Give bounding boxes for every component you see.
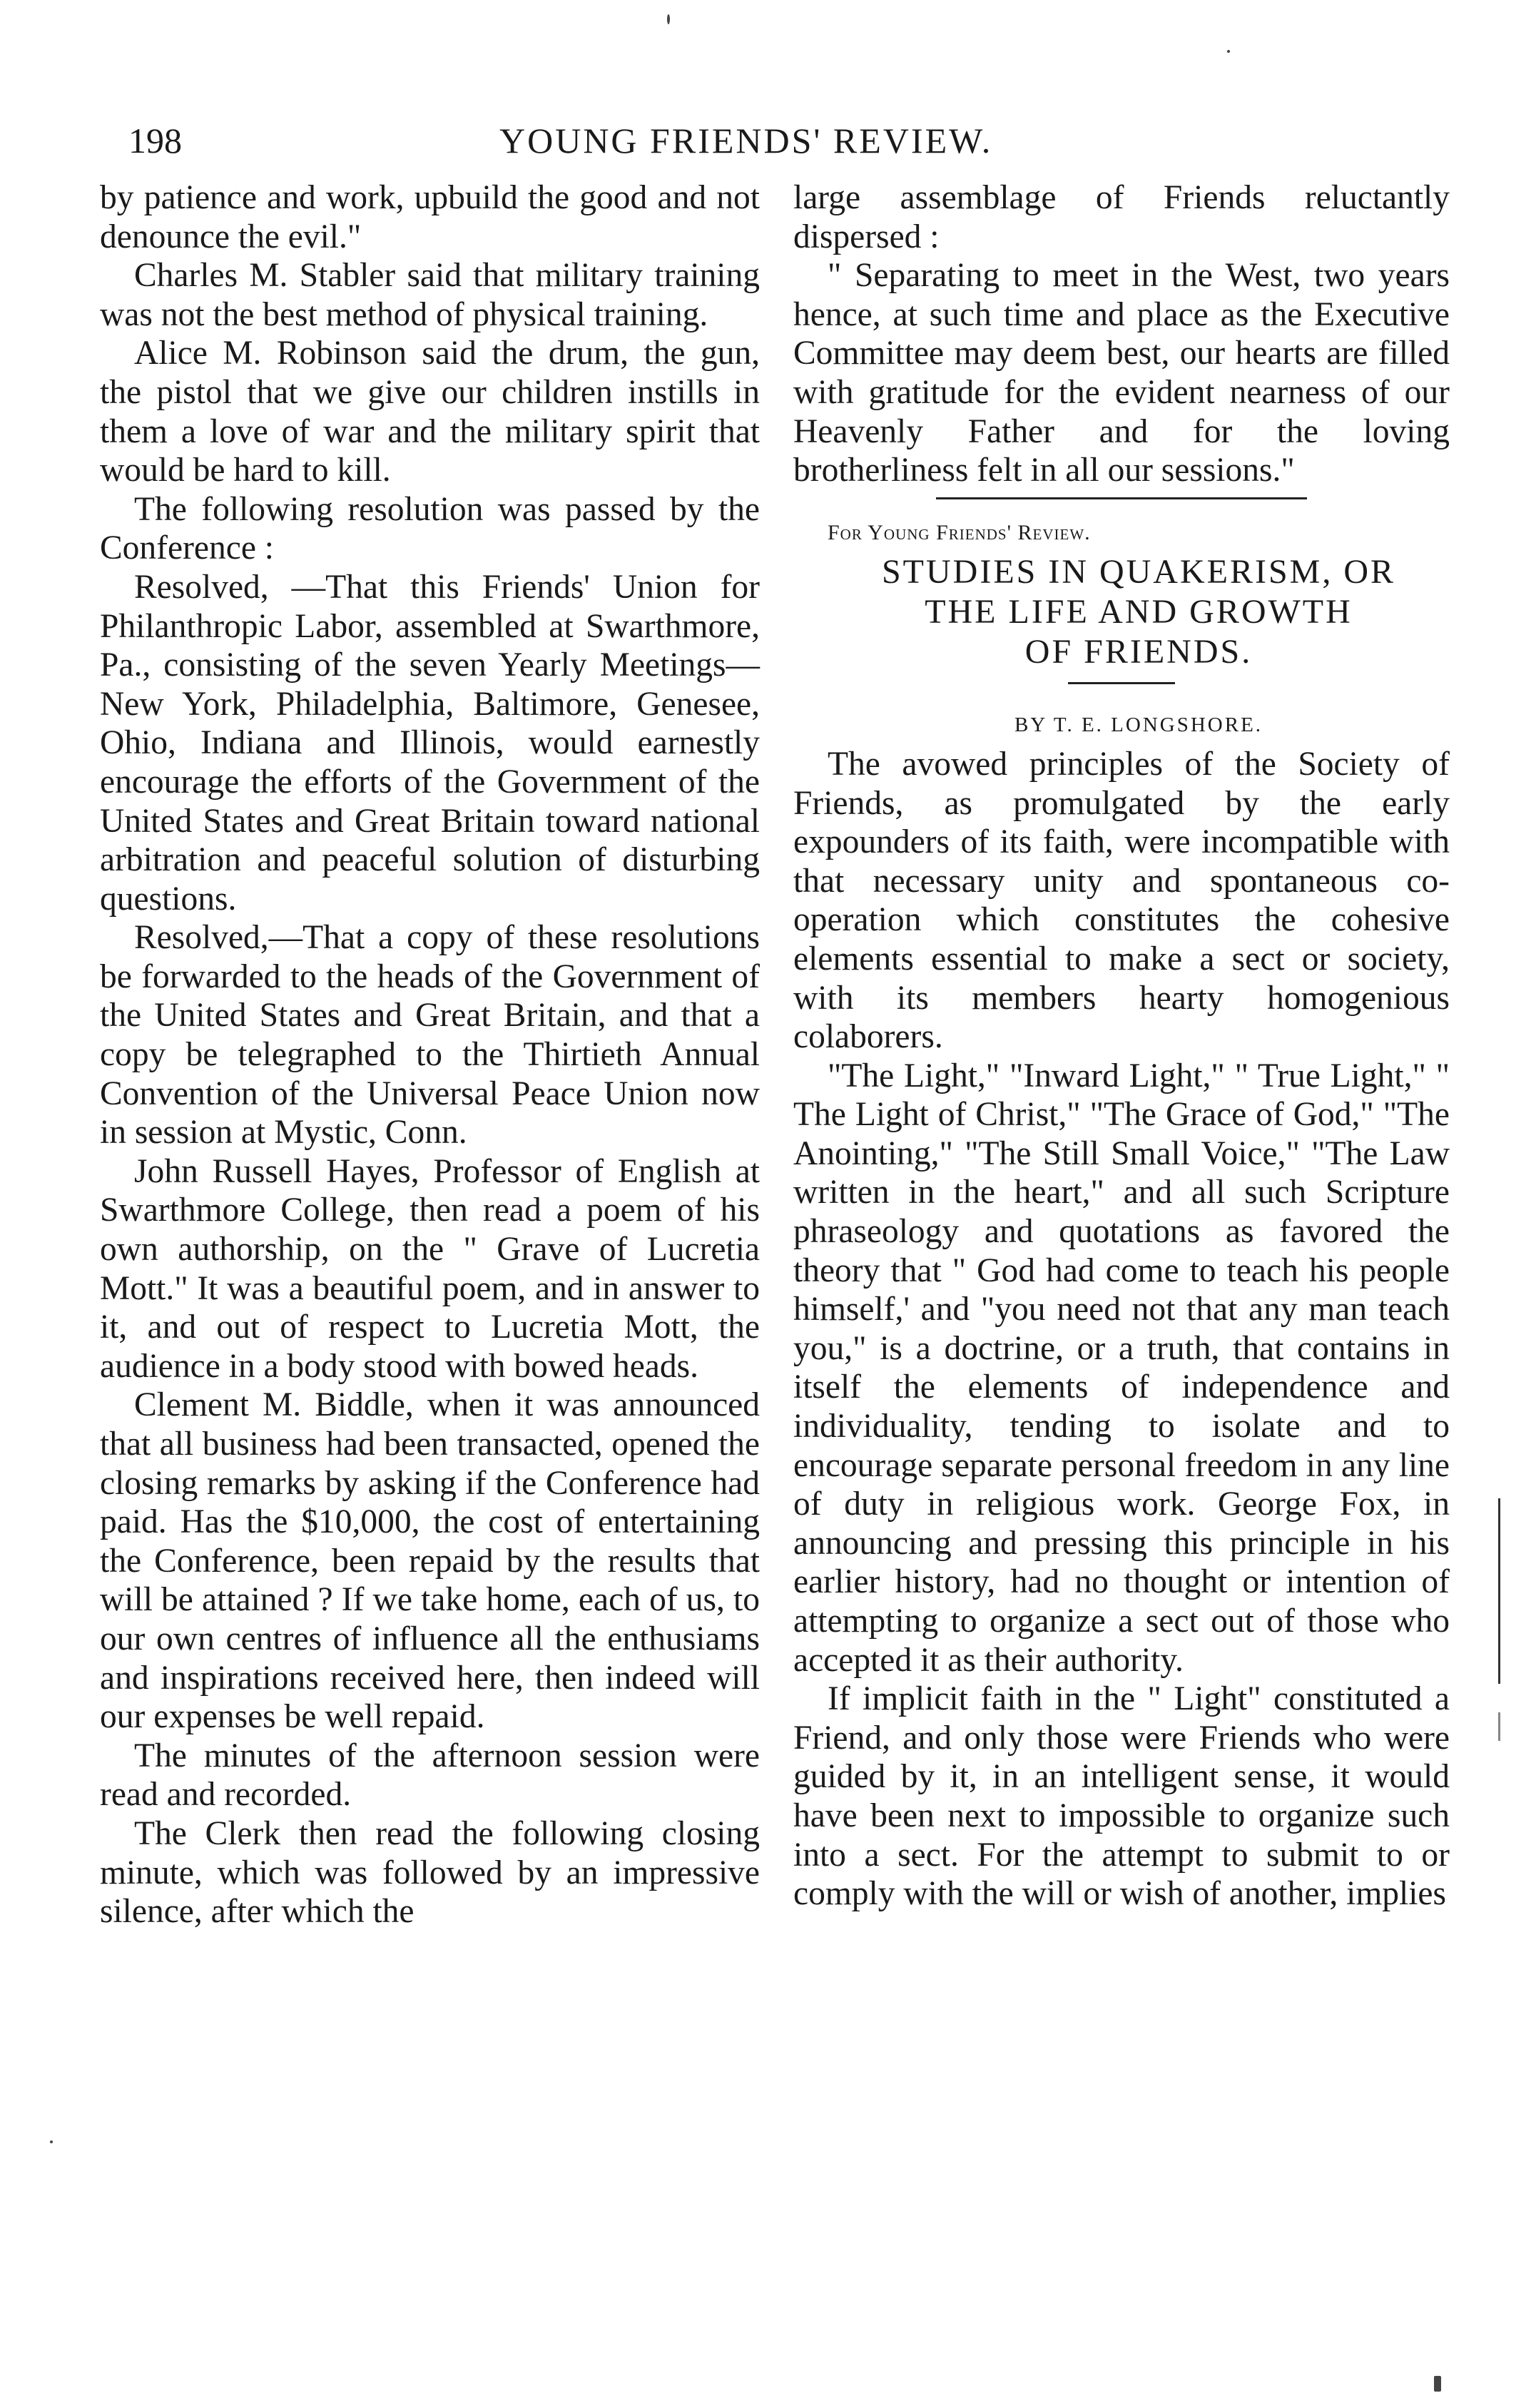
- paragraph: Clement M. Biddle, when it was announced that all business had been transacted, opened the closing remarks by asking if the Conference had paid. Has the $10,000, the cost of entertaining the Conference, been repaid by the results that will be attained ? If we take home, each of us, to our own centres of influence all the enthusiams and inspirations received here, then indeed will our expenses be well repaid.: [100, 1386, 760, 1736]
- paragraph: The following resolution was passed by the Conference :: [100, 490, 760, 567]
- scan-speck: [1227, 50, 1230, 53]
- article-title-line: THE LIFE AND GROWTH: [925, 593, 1353, 631]
- paragraph: The Clerk then read the following closing minute, which was followed by an impressive silence, after which the: [100, 1814, 760, 1931]
- paragraph: "The Light," "Inward Light," " True Light," " The Light of Christ," "The Grace of God," "The Anointing," "The Still Small Voice," "The Law written in the heart," and all such Scripture phraseology and quotations as favored the theory that " God had come to teach his people himself,' and "you need not that any man teach you," is a doctrine, or a truth, that contains in itself the elements of independence and individuality, tending to isolate and to encourage separate personal freedom in any line of duty in religious work. George Fox, in announcing and pressing this principle in his earlier history, had no thought or intention of attempting to organize a sect out of those who accepted it as their authority.: [793, 1057, 1450, 1679]
- paragraph: John Russell Hayes, Professor of English at Swarthmore College, then read a poem of his own authorship, on the " Grave of Lucretia Mott." It was a beautiful poem, and in answer to it, and out of respect to Lucretia Mott, the audience in a body stood with bowed heads.: [100, 1152, 760, 1385]
- journal-title: YOUNG FRIENDS' REVIEW.: [499, 121, 993, 161]
- scan-speck: [667, 14, 670, 24]
- left-column: [100, 178, 760, 1931]
- margin-rule: [1498, 1498, 1500, 1684]
- margin-marks: [1491, 1498, 1512, 2140]
- article-title-line: STUDIES IN QUAKERISM, OR: [881, 553, 1396, 591]
- article-title-line: OF FRIENDS.: [1024, 633, 1253, 671]
- paragraph: Alice M. Robinson said the drum, the gun, the pistol that we give our children instills in them a love of war and the military spirit that would be hard to kill.: [100, 335, 760, 489]
- author-byline: BY T. E. LONGSHORE.: [1014, 713, 1263, 737]
- scan-speck: [1434, 2376, 1441, 2392]
- paragraph: Resolved, —That this Friends' Union for Philanthropic Labor, assembled at Swarthmore, Pa., consisting of the seven Yearly Meetings—New York, Philadelphia, Baltimore, Genesee, Ohio, Indiana and Illinois, would earnestly encourage the efforts of the Government of the United States and Great Britain toward national arbitration and peaceful solution of disturbing questions.: [100, 568, 760, 918]
- paragraph: large assemblage of Friends reluctantly dispersed :: [793, 179, 1450, 255]
- running-head: [114, 120, 1441, 170]
- page-number: 198: [128, 121, 182, 161]
- paragraph: The avowed principles of the Society of Friends, as promulgated by the early expounders of its faith, were incompatible with that necessary unity and spontaneous co-operation which constitutes the cohesive elements essential to make a sect or society, with its members hearty homogenious colaborers.: [793, 745, 1450, 1056]
- closing-minute: " Separating to meet in the West, two years hence, at such time and place as the Executive Committee may deem best, our hearts are filled with gratitude for the evident nearness of our Heavenly Father and for the loving brotherliness felt in all our sessions.": [793, 257, 1450, 489]
- section-divider: [936, 497, 1307, 499]
- margin-rule: [1498, 1712, 1500, 1741]
- scan-speck: [50, 2140, 53, 2143]
- paragraph: The minutes of the afternoon session were read and recorded.: [100, 1737, 760, 1814]
- title-divider: [1068, 682, 1175, 684]
- paragraph: If implicit faith in the " Light" constituted a Friend, and only those were Friends who were guided by it, in an intelligent sense, it would have been next to impossible to organize such into a sect. For the attempt to submit to or comply with the will or wish of another, implies: [793, 1680, 1450, 1913]
- paragraph: Charles M. Stabler said that military training was not the best method of physical training.: [100, 257, 760, 333]
- paragraph: by patience and work, upbuild the good and not denounce the evil.": [100, 179, 760, 255]
- source-line: For Young Friends' Review.: [828, 520, 1091, 544]
- right-column: [793, 178, 1450, 1914]
- paragraph: Resolved,—That a copy of these resolutions be forwarded to the heads of the Government of the United States and Great Britain, and that a copy be telegraphed to the Thirtieth Annual Convention of the Universal Peace Union now in session at Mystic, Conn.: [100, 919, 760, 1152]
